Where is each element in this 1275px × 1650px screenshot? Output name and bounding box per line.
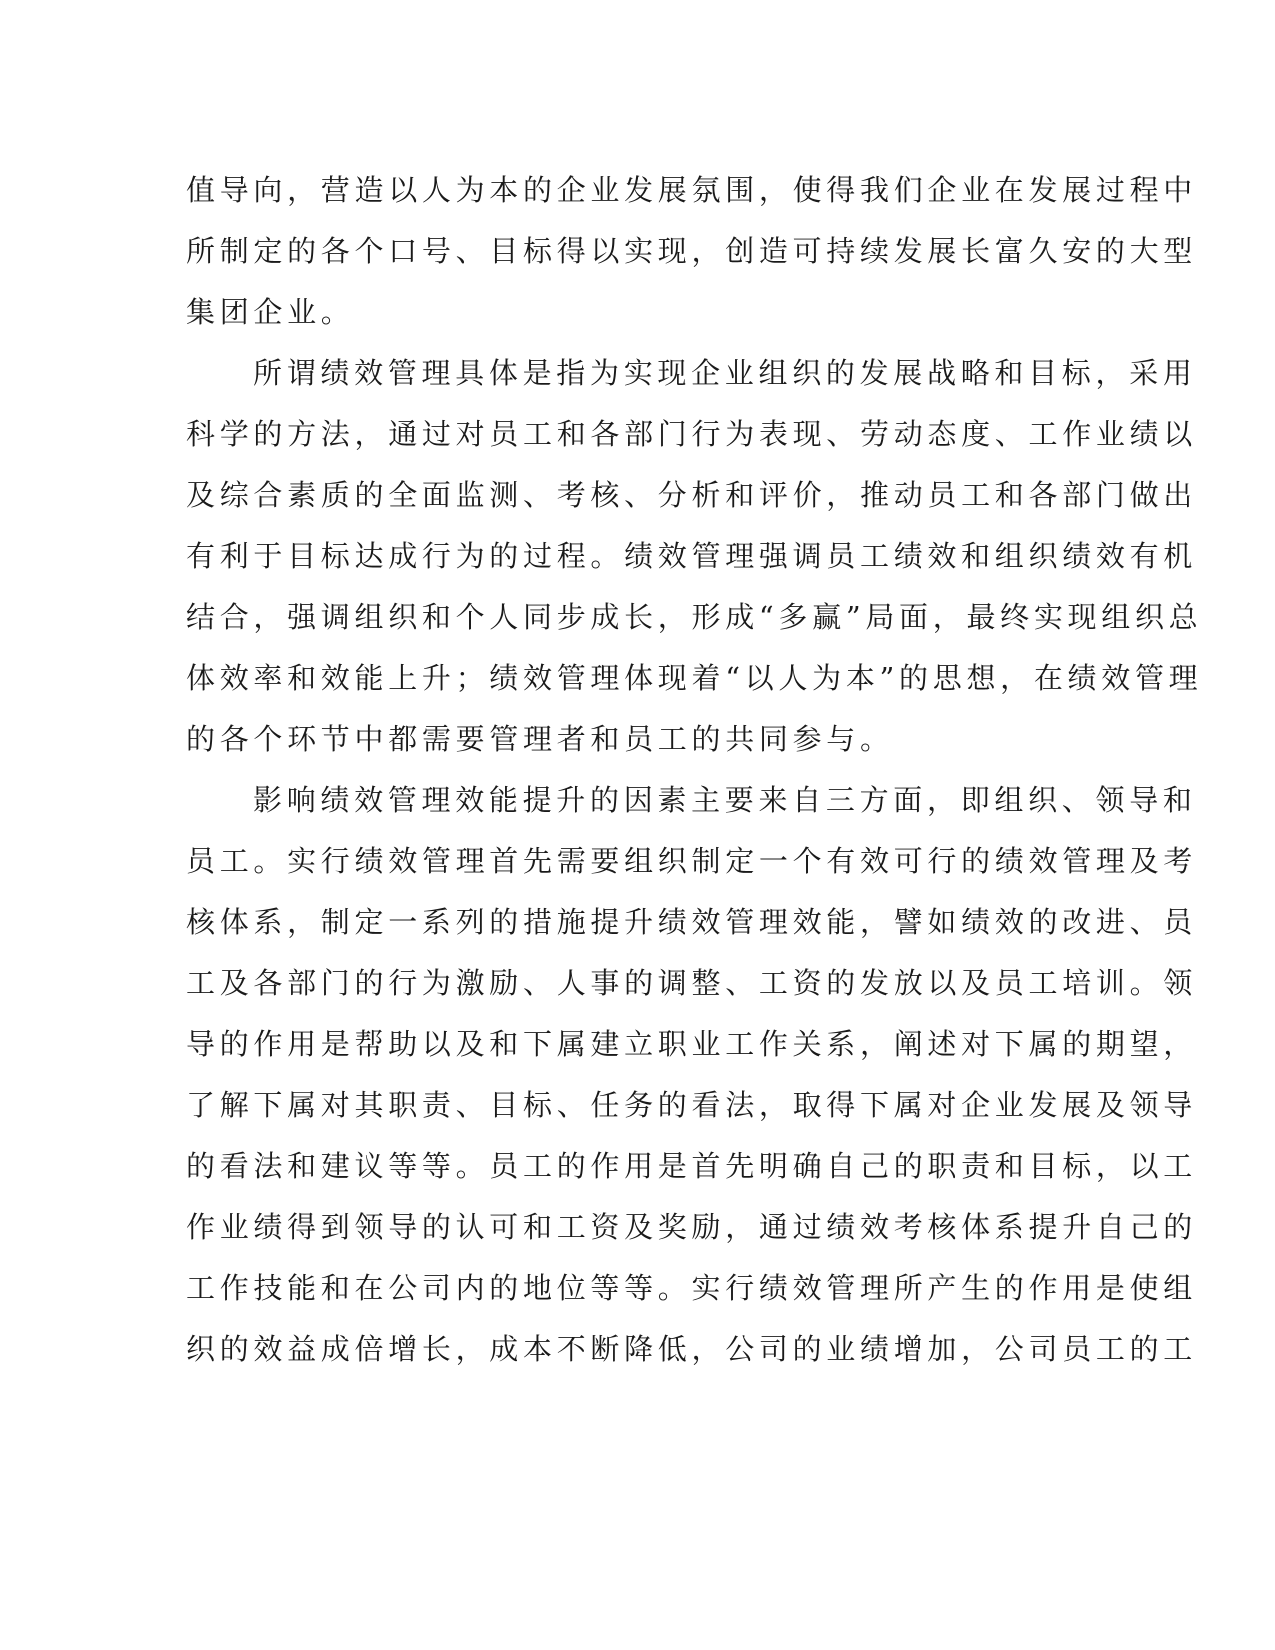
paragraph-2 [186, 343, 1203, 770]
text-line: 工作技能和在公司内的地位等等。实行绩效管理所产生的作用是使组 [186, 1271, 1198, 1305]
text-line: 员工。实行绩效管理首先需要组织制定一个有效可行的绩效管理及考 [186, 844, 1198, 878]
text-line: 及综合素质的全面监测、考核、分析和评价，推动员工和各部门做出 [186, 478, 1198, 512]
text-line: 的看法和建议等等。员工的作用是首先明确自己的职责和目标，以工 [186, 1149, 1198, 1183]
text-line: 值导向，营造以人为本的企业发展氛围，使得我们企业在发展过程中 [186, 173, 1198, 207]
text-line: 所制定的各个口号、目标得以实现，创造可持续发展长富久安的大型 [186, 234, 1198, 268]
text-line: 了解下属对其职责、目标、任务的看法，取得下属对企业发展及领导 [186, 1088, 1198, 1122]
text-line: 所谓绩效管理具体是指为实现企业组织的发展战略和目标，采用 [253, 356, 1197, 390]
text-line: 有利于目标达成行为的过程。绩效管理强调员工绩效和组织绩效有机 [186, 539, 1198, 573]
text-line: 核体系，制定一系列的措施提升绩效管理效能，譬如绩效的改进、员 [186, 905, 1198, 939]
text-line: 影响绩效管理效能提升的因素主要来自三方面，即组织、领导和 [253, 783, 1197, 817]
text-line: 结合，强调组织和个人同步成长，形成“多赢”局面，最终实现组织总 [186, 600, 1203, 634]
body-text [186, 160, 1203, 1380]
text-line: 作业绩得到领导的认可和工资及奖励，通过绩效考核体系提升自己的 [186, 1210, 1198, 1244]
paragraph-3 [186, 770, 1198, 1380]
text-line: 集团企业。 [186, 295, 355, 329]
text-line: 导的作用是帮助以及和下属建立职业工作关系，阐述对下属的期望， [186, 1027, 1198, 1061]
text-line: 科学的方法，通过对员工和各部门行为表现、劳动态度、工作业绩以 [186, 417, 1198, 451]
text-line: 的各个环节中都需要管理者和员工的共同参与。 [186, 722, 894, 756]
paragraph-1 [186, 160, 1198, 343]
text-line: 织的效益成倍增长，成本不断降低，公司的业绩增加，公司员工的工 [186, 1332, 1198, 1366]
text-line: 工及各部门的行为激励、人事的调整、工资的发放以及员工培训。领 [186, 966, 1198, 1000]
text-line: 体效率和效能上升；绩效管理体现着“以人为本”的思想，在绩效管理 [186, 661, 1203, 695]
